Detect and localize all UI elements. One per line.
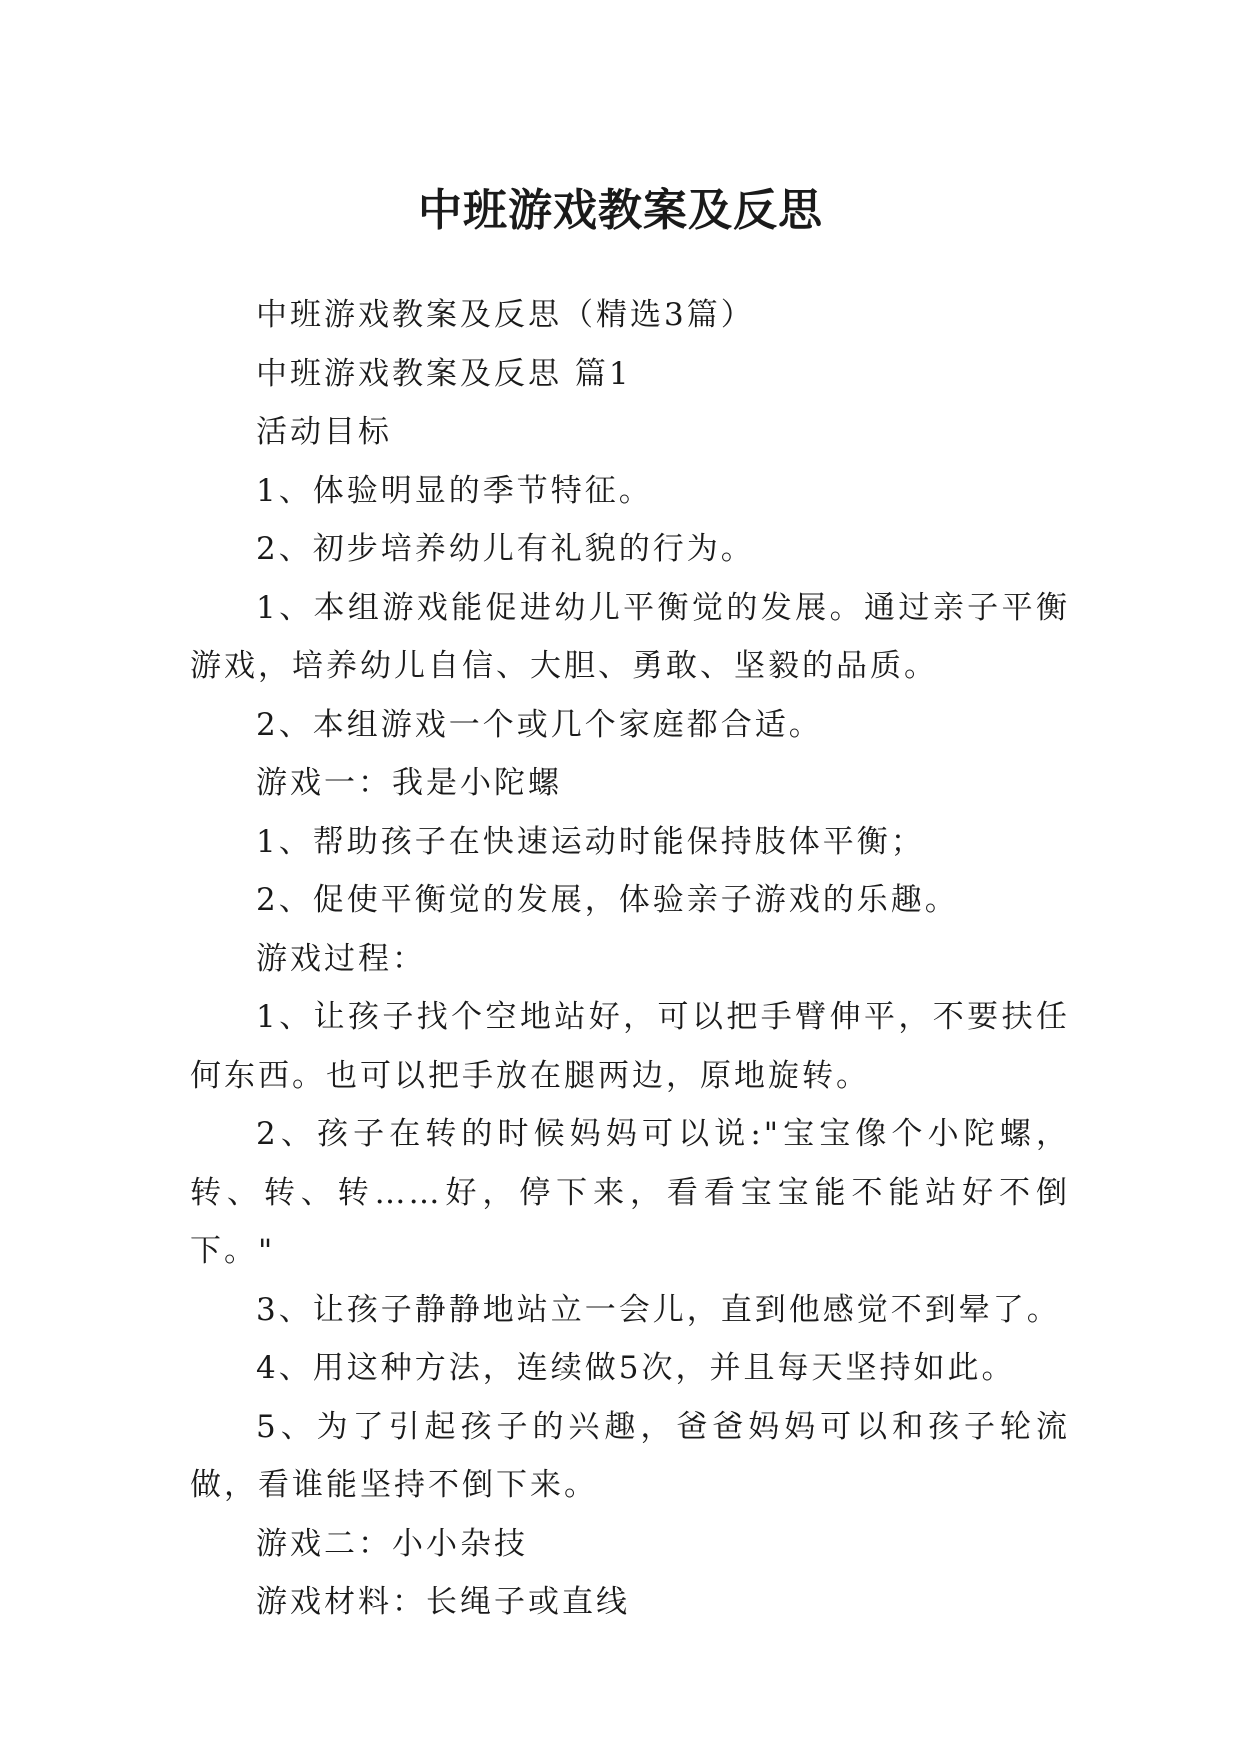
paragraph-activity-goals-heading: 活动目标 — [256, 414, 392, 450]
paragraph-step-2: 2、孩子在转的时候妈妈可以说:"宝宝像个小陀螺，转、转、转……好，停下来，看看宝宝能不能站好不倒下。" — [190, 1116, 1070, 1269]
paragraph-intro-1: 1、本组游戏能促进幼儿平衡觉的发展。通过亲子平衡游戏，培养幼儿自信、大胆、勇敢、坚毅的品质。 — [190, 589, 1070, 684]
paragraph-subtitle: 中班游戏教案及反思（精选3篇） — [256, 297, 755, 333]
paragraph-step-4: 4、用这种方法，连续做5次，并且每天坚持如此。 — [256, 1350, 1016, 1386]
paragraph-game-1-heading: 游戏一：我是小陀螺 — [256, 765, 562, 801]
paragraph-game-2-materials: 游戏材料：长绳子或直线 — [256, 1584, 630, 1620]
paragraph-game-1-goal-1: 1、帮助孩子在快速运动时能保持肢体平衡； — [256, 823, 925, 860]
paragraph-step-5: 5、为了引起孩子的兴趣，爸爸妈妈可以和孩子轮流做，看谁能坚持不倒下来。 — [190, 1408, 1070, 1503]
paragraph-step-3: 3、让孩子静静地站立一会儿，直到他感觉不到晕了。 — [256, 1291, 1061, 1328]
paragraph-goal-1: 1、体验明显的季节特征。 — [256, 472, 653, 509]
document-title: 中班游戏教案及反思 — [418, 185, 823, 237]
paragraph-process-heading: 游戏过程： — [256, 940, 426, 977]
paragraph-goal-2: 2、初步培养幼儿有礼貌的行为。 — [256, 531, 755, 567]
paragraph-step-1: 1、让孩子找个空地站好，可以把手臂伸平，不要扶任何东西。也可以把手放在腿两边，原地旋转。 — [190, 999, 1070, 1094]
document-body — [190, 286, 1070, 1632]
paragraph-game-1-goal-2: 2、促使平衡觉的发展，体验亲子游戏的乐趣。 — [256, 882, 959, 918]
paragraph-intro-2: 2、本组游戏一个或几个家庭都合适。 — [256, 706, 823, 743]
paragraph-game-2-heading: 游戏二：小小杂技 — [256, 1525, 528, 1562]
paragraph-section-heading: 中班游戏教案及反思 篇1 — [256, 355, 632, 392]
